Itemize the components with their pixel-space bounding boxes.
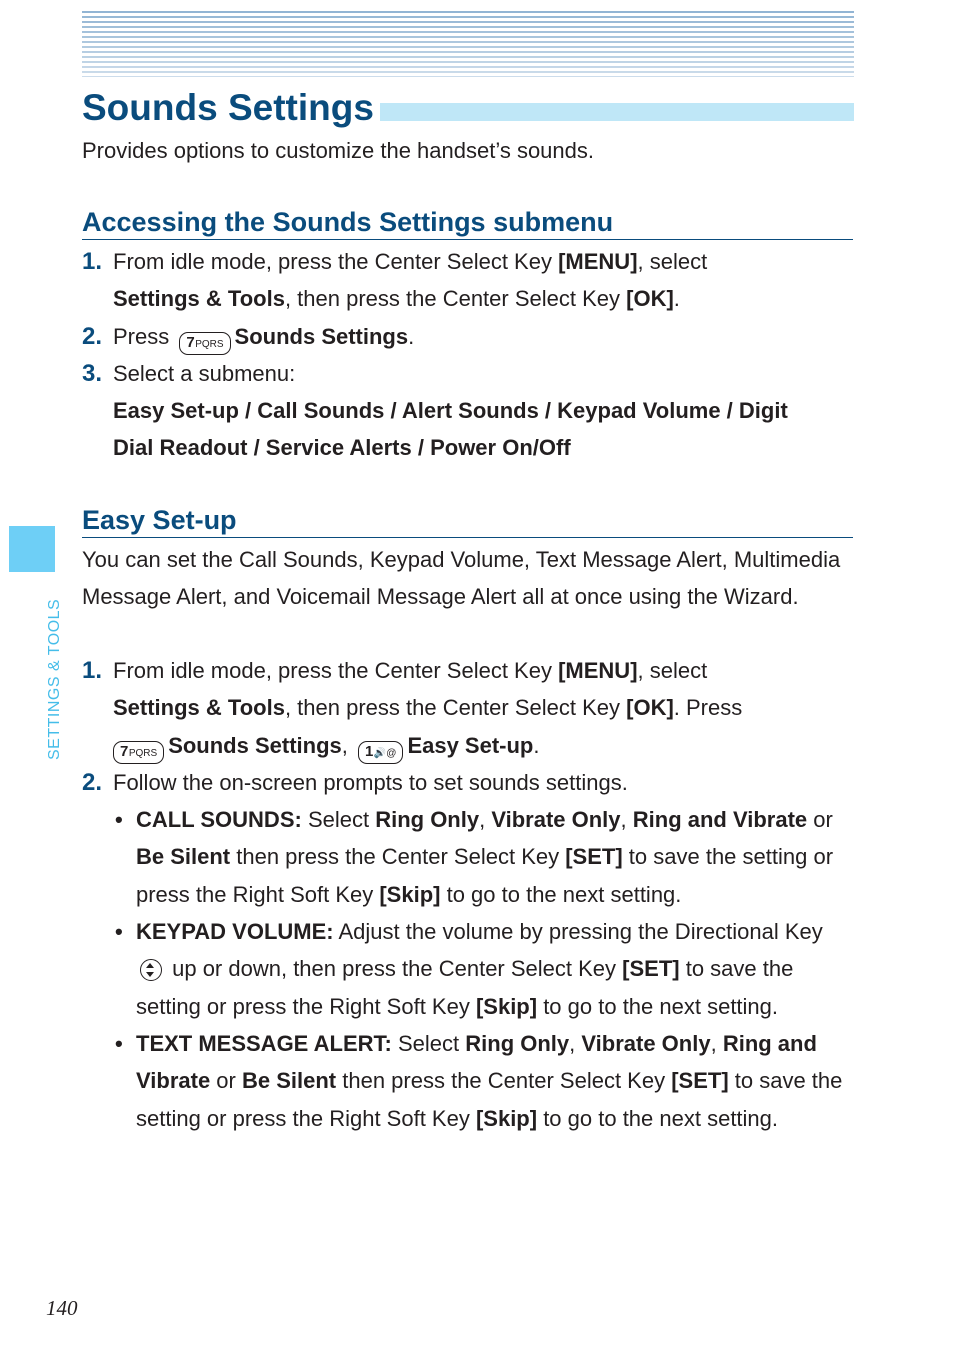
bullet-text: to go to the next setting. <box>537 1105 779 1131</box>
bullet-text: , <box>710 1030 723 1056</box>
chapter-side-tab <box>9 526 55 572</box>
key-label: [OK] <box>626 286 674 312</box>
option-name: Be Silent <box>241 1068 337 1094</box>
section2-steps <box>82 652 854 1137</box>
key-7-icon: 7PQRS <box>179 332 230 355</box>
option-name: Ring Only <box>465 1030 570 1056</box>
key-label: [Skip] <box>475 993 538 1019</box>
bullet-text: Adjust the volume by pressing the Directional Key <box>333 919 823 945</box>
step-item <box>82 652 854 764</box>
bullet-label: KEYPAD VOLUME: <box>136 919 334 945</box>
step-item <box>82 764 854 801</box>
option-name: Be Silent <box>136 844 231 870</box>
bullet-text: to go to the next setting. <box>440 881 682 907</box>
bullet-text: to go to the next setting. <box>537 993 779 1019</box>
section2-intro: You can set the Call Sounds, Keypad Volume, Text Message Alert, Multimedia Message Alert, and Voicemail Message Alert all at once using the Wizard. <box>82 547 841 610</box>
key-label: [SET] <box>565 844 623 870</box>
page-intro: Provides options to customize the handset’s sounds. <box>82 138 595 163</box>
section-heading-accessing: Accessing the Sounds Settings submenu <box>82 205 853 240</box>
bullet-keypad-volume <box>82 913 854 1025</box>
key-label: [SET] <box>622 956 680 982</box>
bullet-text: Select <box>301 807 376 833</box>
bullet-text: or <box>807 807 833 833</box>
step-text: . <box>673 286 680 312</box>
bullet-text: to save the setting or press the Right Soft Key <box>136 844 834 907</box>
step-text: Press <box>113 323 176 349</box>
step-item <box>82 243 854 318</box>
step-text: , select <box>637 658 708 683</box>
menu-name: Sounds Settings <box>168 732 342 758</box>
option-name: Vibrate Only <box>581 1030 711 1056</box>
step-text: . <box>408 323 415 349</box>
menu-name: Settings & Tools <box>113 695 285 721</box>
step-text: . Press <box>673 695 743 721</box>
bullet-text: , <box>479 807 492 833</box>
option-bullets <box>82 801 854 1137</box>
bullet-dot: • <box>115 919 123 945</box>
step-number: 2. <box>82 768 103 796</box>
bullet-text: then press the Center Select Key <box>336 1068 672 1094</box>
step-item <box>82 355 854 467</box>
bullet-text: then press the Center Select Key <box>230 844 566 870</box>
page-number: 140 <box>46 1296 78 1320</box>
option-name: Vibrate Only <box>491 807 621 833</box>
bullet-call-sounds <box>82 801 854 913</box>
step-text: Follow the on-screen prompts to set sounds settings. <box>113 769 628 795</box>
header-banner <box>82 11 854 77</box>
key-label: [Skip] <box>379 881 441 907</box>
step-text: , then press the Center Select Key <box>284 286 627 312</box>
menu-name: Easy Set-up <box>407 732 534 758</box>
key-1-icon: 1🔊@ <box>358 741 403 764</box>
bullet-text: to save the setting or press the Right Soft Key <box>136 956 794 1019</box>
step-text: , then press the Center Select Key <box>284 695 627 721</box>
option-name: Ring and Vibrate <box>632 807 808 833</box>
bullet-text: to save the setting or press the Right Soft Key <box>136 1068 843 1131</box>
menu-name: Settings & Tools <box>113 286 285 312</box>
menu-name: Sounds Settings <box>234 323 409 349</box>
section-heading-easy-setup: Easy Set-up <box>82 503 853 538</box>
step-number: 2. <box>82 322 103 350</box>
bullet-text: , <box>620 807 633 833</box>
bullet-dot: • <box>115 1030 123 1056</box>
bullet-text: Select <box>391 1030 466 1056</box>
step-text: , select <box>637 249 708 274</box>
key-label: [SET] <box>671 1068 729 1094</box>
bullet-dot: • <box>115 807 123 833</box>
option-name: Ring and Vibrate <box>136 1030 817 1094</box>
step-item <box>82 318 854 355</box>
bullet-text: , <box>569 1030 582 1056</box>
step-text: Select a submenu: <box>113 360 296 386</box>
section1-steps <box>82 243 854 467</box>
key-7-icon: 7PQRS <box>113 741 164 764</box>
bullet-label: TEXT MESSAGE ALERT: <box>136 1030 392 1056</box>
submenu-list: Easy Set-up / Call Sounds / Alert Sounds / Keypad Volume / Digit Dial Readout / Service Alerts / Power On/Off <box>113 398 788 461</box>
option-name: Ring Only <box>375 807 480 833</box>
bullet-text: up or down, then press the Center Select Key <box>166 956 623 982</box>
key-label: [MENU] <box>558 658 638 683</box>
bullet-label: CALL SOUNDS: <box>136 807 302 833</box>
directional-key-icon <box>140 959 162 981</box>
chapter-side-label: SETTINGS & TOOLS <box>46 598 63 760</box>
step-text: From idle mode, press the Center Select Key <box>113 249 559 274</box>
bullet-text: or <box>210 1068 242 1094</box>
page-title: Sounds Settings <box>82 86 380 130</box>
step-number: 3. <box>82 359 103 387</box>
key-label: [MENU] <box>558 249 638 274</box>
step-number: 1. <box>82 657 103 684</box>
step-text: . <box>533 732 540 758</box>
step-text: , <box>341 732 354 758</box>
bullet-text-message-alert <box>82 1025 854 1137</box>
step-number: 1. <box>82 248 103 275</box>
step-text: From idle mode, press the Center Select Key <box>113 658 559 683</box>
key-label: [OK] <box>626 695 674 721</box>
key-label: [Skip] <box>475 1105 538 1131</box>
